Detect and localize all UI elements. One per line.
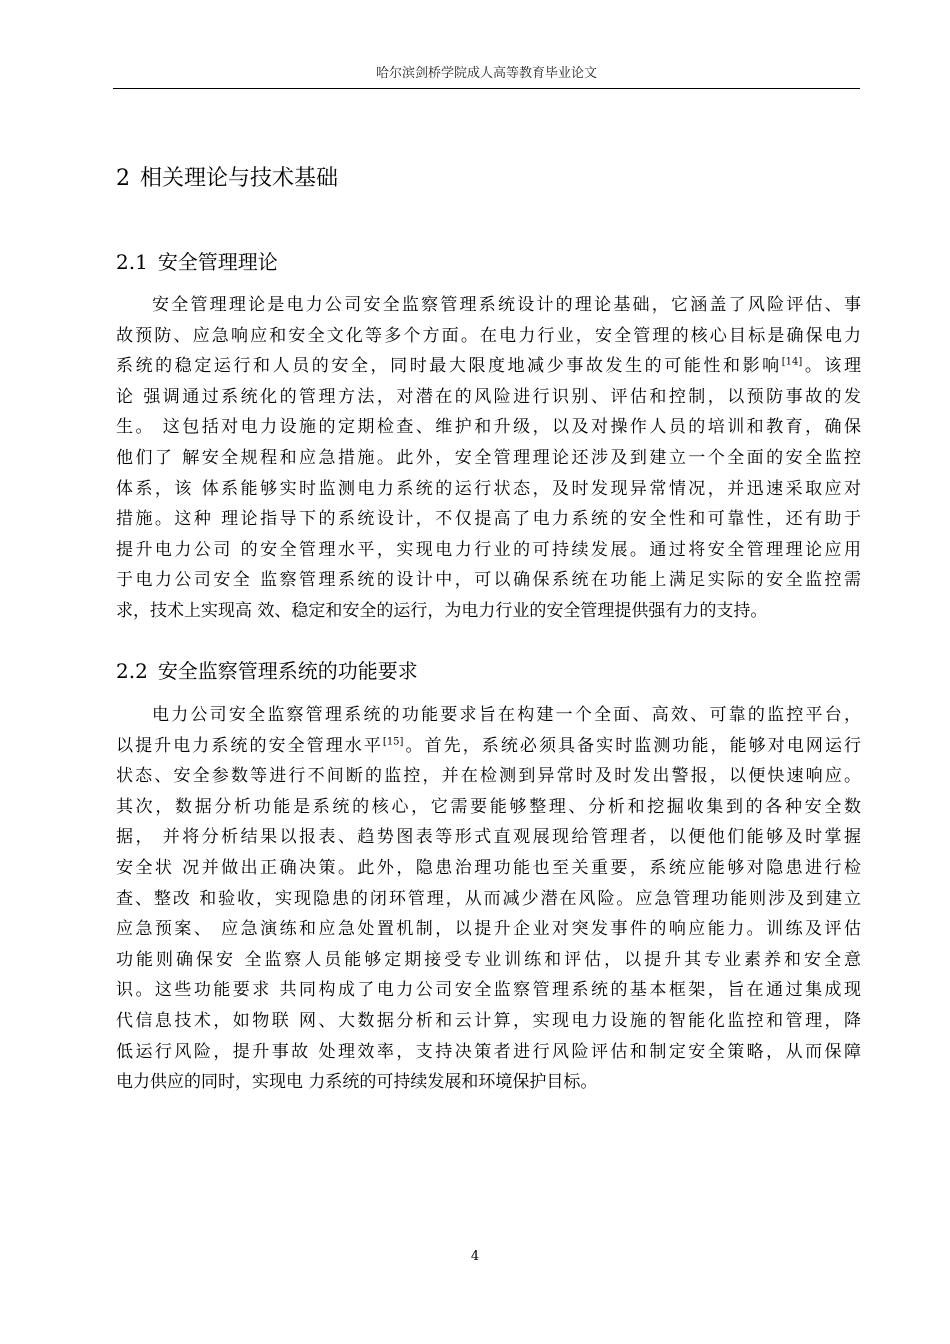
paragraph-line: 生。 这包括对电力设施的定期检查、维护和升级，以及对操作人员的培训和教育，确保 xyxy=(116,417,861,438)
header-divider xyxy=(113,88,860,89)
paragraph-line: 安全管理理论是电力公司安全监察管理系统设计的理论基础，它涵盖了风险评估、事 xyxy=(152,295,861,315)
paragraph-line: 故预防、应急响应和安全文化等多个方面。在电力行业，安全管理的核心目标是确保电力 xyxy=(116,325,861,346)
section-title-text: 安全监察管理系统的功能要求 xyxy=(157,659,418,683)
paragraph-line: 查、整改 和验收，实现隐患的闭环管理，从而减少潜在风险。应急管理功能则涉及到建立 xyxy=(116,888,861,909)
paragraph-line: 措施。这种 理论指导下的系统设计，不仅提高了电力系统的安全性和可靠性，还有助于 xyxy=(116,509,861,530)
chapter-title-text: 相关理论与技术基础 xyxy=(140,166,339,191)
section-heading-2-1 xyxy=(116,248,278,276)
paragraph-line: 低运行风险，提升事故 处理效率，支持决策者进行风险评估和制定安全策略，从而保障 xyxy=(116,1041,861,1062)
paragraph-line: 系统的稳定运行和人员的安全，同时最大限度地减少事故发生的可能性和影响[14]。该理 xyxy=(116,356,861,377)
section-2-2-paragraph xyxy=(116,700,861,1098)
section-number: 2.2 xyxy=(116,659,148,683)
citation-ref: [14] xyxy=(781,356,803,368)
paragraph-line: 他们了 解安全规程和应急措施。此外，安全管理理论还涉及到建立一个全面的安全监控 xyxy=(116,447,861,468)
section-heading-2-2 xyxy=(116,657,418,685)
paragraph-line: 体系，该 体系能够实时监测电力系统的运行状态，及时发现异常情况，并迅速采取应对 xyxy=(116,478,861,499)
paragraph-line: 代信息技术，如物联 网、大数据分析和云计算，实现电力设施的智能化监控和管理，降 xyxy=(116,1010,861,1031)
paragraph-line: 电力供应的同时，实现电 力系统的可持续发展和环境保护目标。 xyxy=(116,1072,598,1093)
paragraph-line: 识。这些功能要求 共同构成了电力公司安全监察管理系统的基本框架，旨在通过集成现 xyxy=(116,980,861,1001)
page-number: 4 xyxy=(470,1249,480,1264)
citation-ref: [15] xyxy=(382,735,404,747)
chapter-title xyxy=(116,164,338,194)
paragraph-line: 电力公司安全监察管理系统的功能要求旨在构建一个全面、高效、可靠的监控平台， xyxy=(152,705,861,725)
paragraph-line: 安全状 况并做出正确决策。此外，隐患治理功能也至关重要，系统应能够对隐患进行检 xyxy=(116,857,861,878)
paragraph-line: 其次，数据分析功能是系统的核心，它需要能够整理、分析和挖掘收集到的各种安全数 xyxy=(116,796,861,817)
paragraph-line: 据， 并将分析结果以报表、趋势图表等形式直观展现给管理者，以便他们能够及时掌握 xyxy=(116,827,861,848)
paragraph-line: 提升电力公司 的安全管理水平，实现电力行业的可持续发展。通过将安全管理理论应用 xyxy=(116,539,861,560)
paragraph-line: 状态、安全参数等进行不间断的监控，并在检测到异常时及时发出警报，以便快速响应。 xyxy=(116,766,861,787)
section-2-1-paragraph xyxy=(116,290,861,627)
paragraph-line: 应急预案、 应急演练和应急处置机制，以提升企业对突发事件的响应能力。训练及评估 xyxy=(116,919,861,940)
section-number: 2.1 xyxy=(116,250,148,274)
page-header: 哈尔滨剑桥学院成人高等教育毕业论文 xyxy=(375,66,597,81)
paragraph-line: 功能则确保安 全监察人员能够定期接受专业训练和评估，以提升其专业素养和安全意 xyxy=(116,949,861,970)
paragraph-line: 论 强调通过系统化的管理方法，对潜在的风险进行识别、评估和控制，以预防事故的发 xyxy=(116,386,861,407)
paragraph-line: 求，技术上实现高 效、稳定和安全的运行，为电力行业的安全管理提供强有力的支持。 xyxy=(116,600,768,621)
section-title-text: 安全管理理论 xyxy=(157,250,278,274)
chapter-number: 2 xyxy=(116,166,130,191)
paragraph-line: 以提升电力系统的安全管理水平[15]。首先，系统必须具备实时监测功能，能够对电网运行 xyxy=(116,735,861,756)
paragraph-line: 于电力公司安全 监察管理系统的设计中，可以确保系统在功能上满足实际的安全监控需 xyxy=(116,570,861,591)
